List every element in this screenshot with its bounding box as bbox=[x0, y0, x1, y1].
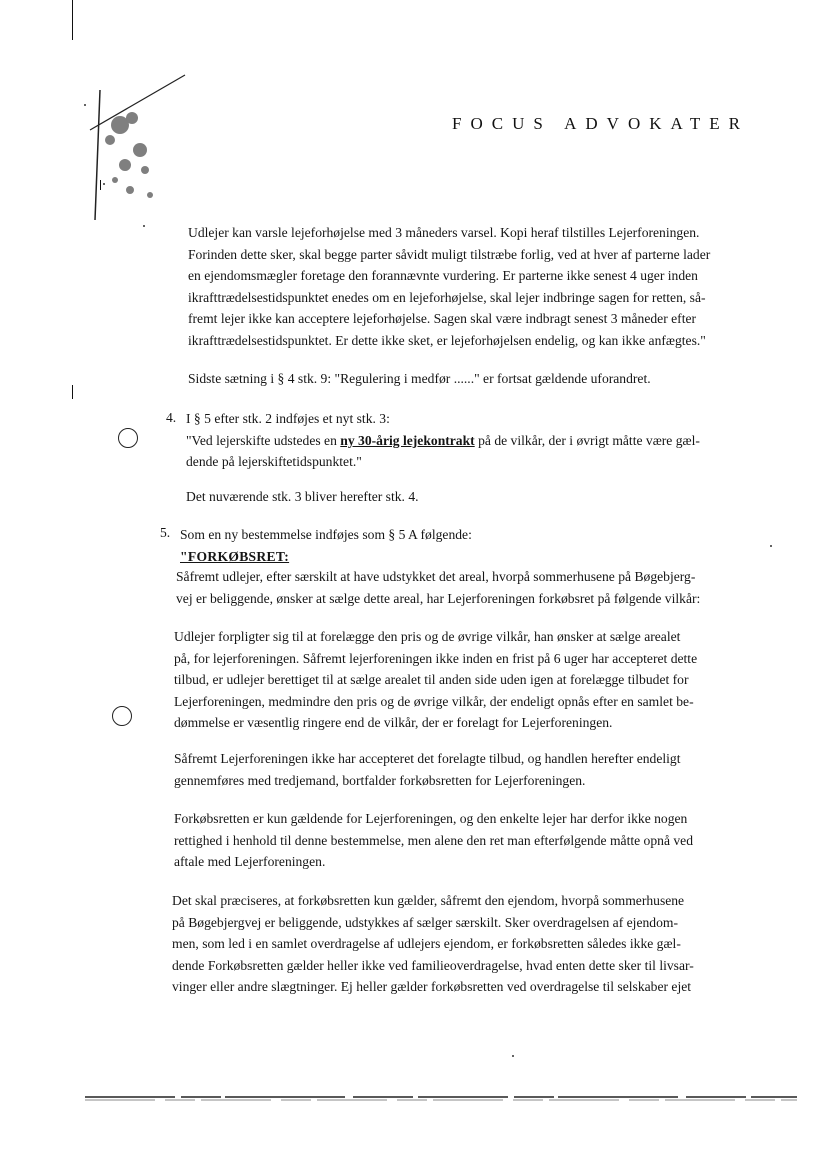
quote-text: "Ved lejerskifte udstedes en bbox=[186, 432, 341, 448]
text-line: Som en ny bestemmelse indføjes som § 5 A følgende: bbox=[180, 527, 472, 542]
scan-speck bbox=[103, 183, 105, 185]
text-line: Det skal præciseres, at forkøbsretten kun gælder, såfremt den ejendom, hvorpå sommerhusene bbox=[172, 893, 685, 908]
quote-text: på de vilkår, der i øvrigt måtte være gæl- bbox=[474, 432, 700, 448]
scan-margin-mark bbox=[100, 180, 101, 190]
text-line: men, som led i en samlet overdragelse af udlejers ejendom, er forkøbsretten således ikke gæl- bbox=[172, 936, 681, 952]
text-line: Forinden dette sker, skal begge parter såvidt muligt tilstræbe forlig, ved at hver af parterne lader bbox=[188, 246, 711, 262]
text-line: ikrafttrædelsestidspunktet. Er dette ikke sket, er lejeforhøjelsen endelig, og kan ikke anfægtes." bbox=[188, 332, 706, 348]
item-5-intro bbox=[180, 524, 780, 567]
item-number: 4. bbox=[166, 410, 177, 425]
text-line: Lejerforeningen, medmindre den pris og de øvrige vilkår, der endeligt opnås efter en samlet be- bbox=[174, 693, 694, 709]
text-line: på, for lejerforeningen. Såfremt lejerforeningen ikke inden en frist på 6 uger har accepteret dette bbox=[174, 650, 698, 666]
text-line: rettighed i henhold til denne bestemmelse, men alene den ret man efterfølgende måtte opnå ved bbox=[174, 832, 694, 848]
text-line: Såfremt Lejerforeningen ikke har accepteret det forelagte tilbud, og handlen herefter endeligt bbox=[174, 751, 681, 766]
scan-speck bbox=[512, 1055, 514, 1057]
ink-scribble-mark bbox=[70, 70, 200, 230]
text-line: ikrafttrædelsestidspunktet enedes om en lejeforhøjelse, skal lejer indbringe sagen for retten, så- bbox=[188, 289, 706, 305]
scan-margin-mark bbox=[72, 385, 73, 399]
scan-speck bbox=[143, 225, 145, 227]
text-line: tilbud, er udlejer berettiget til at sælge arealet til anden side uden igen at forelægge tilbudet for bbox=[174, 672, 689, 688]
punch-hole-icon bbox=[112, 706, 132, 726]
text-line: Udlejer kan varsle lejeforhøjelse med 3 måneders varsel. Kopi heraf tilstilles Lejerforeningen. bbox=[188, 225, 700, 240]
item-number: 5. bbox=[160, 525, 171, 540]
text-line: gennemføres med tredjemand, bortfalder forkøbsretten for Lejerforeningen. bbox=[174, 772, 586, 788]
text-line: dende på lejerskiftetidspunktet." bbox=[186, 454, 362, 470]
footer-rule bbox=[85, 1095, 797, 1101]
paragraph-preemption-terms bbox=[174, 626, 772, 734]
text-line: vinger eller andre slægtninger. Ej heller gælder forkøbsretten ved overdragelse til selskaber ejet bbox=[172, 979, 692, 995]
text-line: aftale med Lejerforeningen. bbox=[174, 854, 326, 870]
text-line: Udlejer forpligter sig til at forelægge den pris og de øvrige vilkår, han ønsker at sælge arealet bbox=[174, 629, 681, 644]
paragraph-preemption-holder bbox=[174, 808, 772, 873]
text-line: dende Forkøbsretten gælder heller ikke ved familieoverdragelse, hvad enten dette sker til livsar- bbox=[172, 957, 694, 973]
text-line: Såfremt udlejer, efter særskilt at have udstykket det areal, hvorpå sommerhusene på Bøgebjerg- bbox=[176, 569, 696, 584]
text-line: på Bøgebjergvej er beliggende, udstykkes af sælger særskilt. Sker overdragelsen af ejendom- bbox=[172, 914, 678, 930]
text-line: en ejendomsmægler foretage den forannævnte vurdering. Er parterne ikke senest 4 uger inden bbox=[188, 268, 698, 284]
text-line: Forkøbsretten er kun gældende for Lejerforeningen, og den enkelte lejer har derfor ikke nogen bbox=[174, 811, 688, 826]
underlined-term: ny 30-årig lejekontrakt bbox=[340, 432, 475, 448]
text-line: Sidste sætning i § 4 stk. 9: "Regulering i medfør ......" er fortsat gældende uforandret. bbox=[188, 371, 651, 386]
paragraph-preemption-clarification bbox=[172, 890, 772, 998]
paragraph-preemption-lapse bbox=[174, 748, 772, 791]
item-4-body bbox=[186, 408, 780, 473]
text-line: dømmelse er væsentlig ringere end de vilkår, der er forelagt for Lejerforeningen. bbox=[174, 715, 613, 731]
text-line: fremt lejer ikke kan acceptere lejeforhøjelse. Sagen skal være indbragt senest 3 måneder efter bbox=[188, 311, 697, 327]
text-line: vej er beliggende, ønsker at sælge dette areal, har Lejerforeningen forkøbsret på følgende vilkår: bbox=[176, 590, 701, 606]
text-line bbox=[186, 430, 780, 452]
section-heading: "FORKØBSRET: bbox=[180, 548, 290, 564]
punch-hole-icon bbox=[118, 428, 138, 448]
scan-speck bbox=[84, 104, 86, 106]
scan-left-edge-line bbox=[72, 0, 73, 40]
text-line: I § 5 efter stk. 2 indføjes et nyt stk. 3: bbox=[186, 411, 390, 426]
paragraph-preemption-scope bbox=[176, 566, 772, 609]
item-4-note bbox=[186, 486, 780, 508]
paragraph-rent-increase bbox=[188, 222, 780, 352]
paragraph-last-sentence bbox=[188, 368, 780, 390]
letterhead-firm-name: FOCUS ADVOKATER bbox=[452, 114, 749, 133]
text-line: Det nuværende stk. 3 bliver herefter stk. 4. bbox=[186, 489, 419, 504]
